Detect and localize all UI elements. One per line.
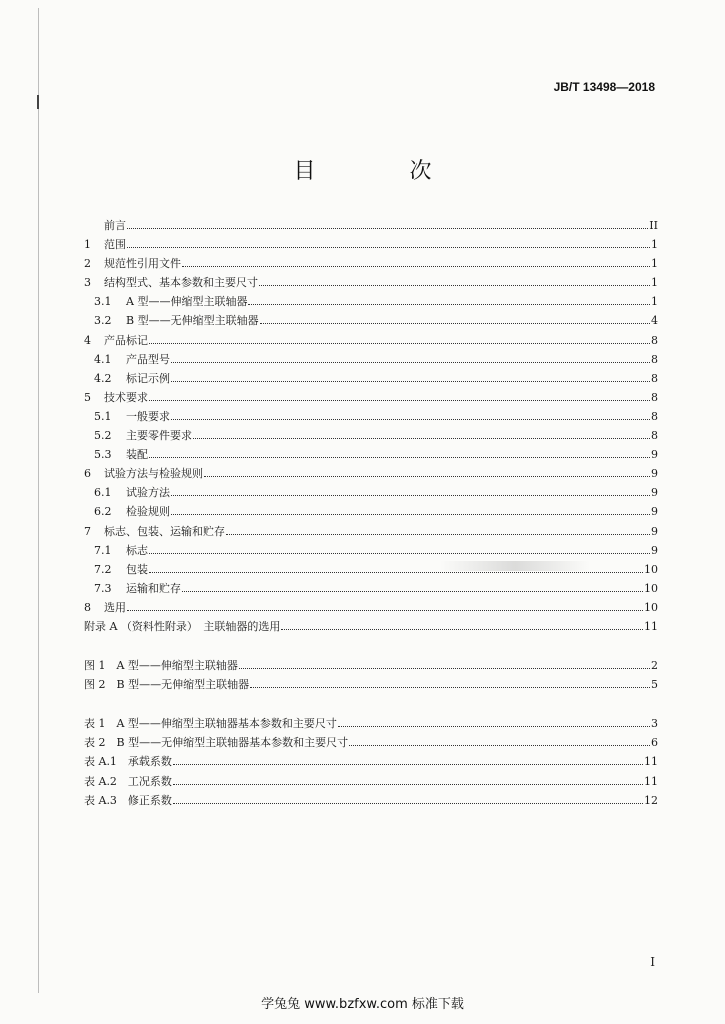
toc-entry-page: 1 [651,295,658,309]
toc-entry[interactable] [84,217,658,236]
table-entry[interactable] [84,773,658,792]
toc-entry-number: 5 [84,390,91,404]
toc-entry-number: 1 [84,238,91,252]
toc-entry-title: 标志、包装、运输和贮存 [104,524,225,538]
table-of-contents [84,217,658,811]
toc-entry-page: 1 [651,238,658,252]
toc-entry-title: 包装 [126,562,148,576]
toc-entry-title: 表 A.3 修正系数 [84,793,172,807]
figure-entry[interactable] [84,676,658,695]
dot-leader [127,247,650,248]
dot-leader [204,476,650,477]
dot-leader [149,457,650,458]
dot-leader [259,285,650,286]
toc-entry[interactable] [84,465,658,484]
toc-entry[interactable] [84,370,658,389]
toc-entry[interactable] [84,408,658,427]
toc-entry-number: 5.1 [94,409,112,423]
scan-smudge [440,561,590,571]
toc-entry[interactable] [84,389,658,408]
toc-entry-number: 8 [84,600,91,614]
toc-entry-title: 表 1 A 型——伸缩型主联轴器基本参数和主要尺寸 [84,717,337,731]
toc-entry-page: 8 [651,333,658,347]
dot-leader [127,228,648,229]
toc-entry-title: 表 2 B 型——无伸缩型主联轴器基本参数和主要尺寸 [84,736,349,750]
toc-entry-number: 4.1 [94,352,112,366]
toc-entry-number: 2 [84,257,91,271]
toc-entry-page: 3 [651,717,658,731]
toc-entry-title: 图 1 A 型——伸缩型主联轴器 [84,659,238,673]
toc-entry-page: 11 [644,755,658,769]
toc-entry-page: 9 [651,448,658,462]
toc-entry-page: II [649,219,658,232]
toc-entry[interactable] [84,446,658,465]
toc-entry-title: 试验方法与检验规则 [104,467,203,481]
toc-entry-page: 8 [651,409,658,423]
toc-entry[interactable] [84,542,658,561]
toc-entry-page: 6 [651,736,658,750]
toc-entry-title: 图 2 B 型——无伸缩型主联轴器 [84,678,250,692]
table-list [84,715,658,810]
toc-entry-title: 前言 [104,219,126,232]
toc-entry-number: 5.2 [94,429,112,443]
table-entry[interactable] [84,734,658,753]
toc-entry-title: A 型——伸缩型主联轴器 [126,295,248,309]
toc-entry-page: 8 [651,352,658,366]
toc-entry-page: 5 [651,678,658,692]
dot-leader [248,304,650,305]
toc-entry[interactable] [84,236,658,255]
toc-entry-page: 9 [651,486,658,500]
dot-leader [171,381,650,382]
dot-leader [171,419,650,420]
dot-leader [193,438,650,439]
toc-entry-title: 结构型式、基本参数和主要尺寸 [104,276,258,290]
toc-entry-page: 11 [644,619,658,633]
dot-leader [149,572,643,573]
watermark-footer: 学兔兔 www.bzfxw.com 标准下载 [261,997,464,1012]
toc-entry[interactable] [84,427,658,446]
dot-leader [171,514,650,515]
toc-entry-number: 7 [84,524,91,538]
dot-leader [173,803,643,804]
toc-entry-title: 标记示例 [126,371,170,385]
toc-entry-title: B 型——无伸缩型主联轴器 [126,314,259,328]
toc-entry-title: 表 A.1 承载系数 [84,755,172,769]
toc-entry-number: 6 [84,467,91,481]
toc-entry-number: 3.2 [94,314,112,328]
toc-entry-page: 1 [651,257,658,271]
toc-entry[interactable] [84,599,658,618]
toc-entry[interactable] [84,312,658,331]
toc-entry[interactable] [84,351,658,370]
dot-leader [338,726,650,727]
table-entry[interactable] [84,753,658,772]
toc-entry-title: 产品标记 [104,333,148,347]
toc-entry-page: 9 [651,505,658,519]
toc-entry-number: 7.2 [94,562,112,576]
dot-leader [149,400,650,401]
toc-entry-title: 一般要求 [126,409,170,423]
toc-entry-number: 4 [84,333,91,347]
binding-mark [37,95,39,109]
toc-entry[interactable] [84,523,658,542]
dot-leader [182,591,643,592]
toc-entry-page: 9 [651,524,658,538]
dot-leader [349,745,650,746]
toc-entry-title: 主要零件要求 [126,429,192,443]
toc-entry-title: 产品型号 [126,352,170,366]
toc-entry[interactable] [84,503,658,522]
toc-entry-page: 4 [651,314,658,328]
toc-entry[interactable] [84,484,658,503]
toc-entry[interactable] [84,618,658,637]
toc-entry-title: 检验规则 [126,505,170,519]
toc-entry-title: 范围 [104,238,126,252]
page-title: 目 次 [293,159,468,184]
standard-number: JB/T 13498—2018 [553,80,655,94]
dot-leader [171,495,650,496]
toc-entry-title: 表 A.2 工况系数 [84,774,172,788]
toc-entry-page: 9 [651,543,658,557]
toc-entry-title: 标志 [126,543,148,557]
dot-leader [250,687,650,688]
dot-leader [182,266,650,267]
toc-entry[interactable] [84,580,658,599]
figure-list [84,657,658,695]
figure-entry[interactable] [84,657,658,676]
toc-entry[interactable] [84,255,658,274]
dot-leader [173,764,643,765]
toc-entry-page: 12 [644,793,658,807]
toc-entry-number: 7.1 [94,543,112,557]
dot-leader [149,343,650,344]
toc-entry-page: 1 [651,276,658,290]
toc-entry-page: 8 [651,390,658,404]
table-entry[interactable] [84,715,658,734]
dot-leader [171,362,650,363]
section-gap [84,695,658,715]
toc-entry-number: 6.2 [94,505,112,519]
toc-entry-page: 8 [651,371,658,385]
toc-entry-page: 10 [644,581,658,595]
dot-leader [226,534,650,535]
toc-entry-title: 装配 [126,448,148,462]
dot-leader [239,668,650,669]
toc-entry-number: 3 [84,276,91,290]
toc-entry-title: 附录 A （资料性附录） 主联轴器的选用 [84,619,281,633]
dot-leader [149,553,650,554]
toc-entry-title: 选用 [104,600,126,614]
table-entry[interactable] [84,792,658,811]
dot-leader [260,323,650,324]
toc-entry-number: 6.1 [94,486,112,500]
toc-entry-title: 运输和贮存 [126,581,181,595]
toc-entry[interactable] [84,293,658,312]
toc-entry-number: 4.2 [94,371,112,385]
toc-entry-title: 技术要求 [104,390,148,404]
toc-entry[interactable] [84,274,658,293]
toc-entry-page: 11 [644,774,658,788]
dot-leader [173,784,643,785]
toc-entries [84,217,658,637]
toc-entry-page: 9 [651,467,658,481]
toc-entry-title: 试验方法 [126,486,170,500]
toc-entry-number: 5.3 [94,448,112,462]
dot-leader [127,610,643,611]
toc-entry-number: 3.1 [94,295,112,309]
toc-entry-page: 8 [651,429,658,443]
page-number: I [650,955,655,969]
toc-entry[interactable] [84,332,658,351]
dot-leader [281,629,643,630]
toc-entry-page: 2 [651,659,658,673]
toc-entry-page: 10 [644,600,658,614]
toc-entry-page: 10 [644,562,658,576]
toc-entry-number: 7.3 [94,581,112,595]
section-gap [84,637,658,657]
toc-entry-title: 规范性引用文件 [104,257,181,271]
